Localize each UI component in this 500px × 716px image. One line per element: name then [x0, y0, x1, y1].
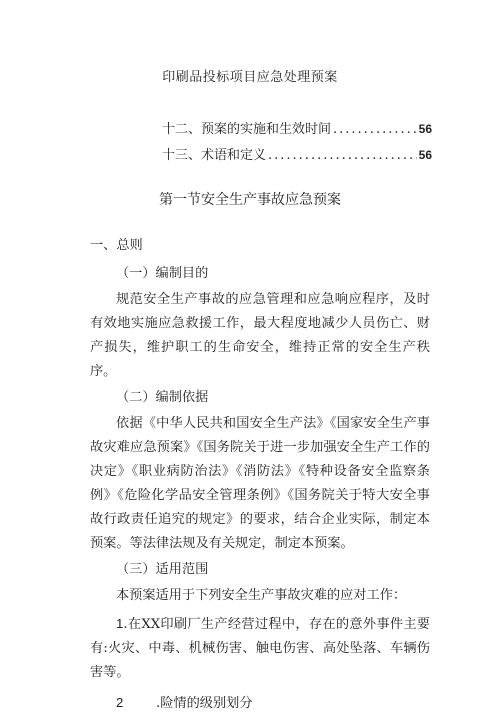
- section-title: 第一节安全生产事故应急预案: [159, 192, 341, 208]
- heading-purpose: （一）编制目的: [116, 266, 209, 281]
- list-item-number: 1: [116, 616, 124, 631]
- list-item: [90, 691, 430, 716]
- toc-entry[interactable]: [162, 118, 432, 144]
- toc-entry-label: 十三、术语和定义: [162, 148, 267, 163]
- list-item-number: 2: [116, 695, 124, 710]
- heading-scope: （三）适用范围: [116, 562, 209, 577]
- paragraph-basis: 依据《中华人民共和国安全生产法》《国家安全生产事故灾难应急预案》《国务院关于进一步加强安全生产工作的决定》《职业病防治法》《消防法》《特种设备安全监察条例》《危险化学品安全管理条例》《国务院关于特大安全事故行政责任追究的规定》的要求，结合企业实际，制定本预案。等法律法规及有关规定，制定本预案。: [90, 416, 430, 551]
- heading-basis: （二）编制依据: [116, 390, 209, 405]
- list-item-text: .在XX印刷厂生产经营过程中，存在的意外事件主要有:火灾、中毒、机械伤害、触电伤害、高处坠落、车辆伤害等。: [90, 617, 430, 680]
- heading-general: 一、总则: [90, 238, 143, 253]
- list-item-text: .险情的级别划分: [156, 696, 253, 711]
- document-header: 印刷品投标项目应急处理预案: [162, 70, 338, 85]
- list-item: [90, 612, 430, 685]
- toc-entry-page: 56: [418, 148, 432, 162]
- toc-entry-page: 56: [418, 122, 432, 136]
- paragraph-scope: 本预案适用于下列安全生产事故灾难的应对工作：: [116, 588, 407, 603]
- toc-leader-dots: [268, 148, 417, 163]
- table-of-contents: [162, 118, 432, 170]
- paragraph-purpose: 规范安全生产事故的应急管理和应急响应程序，及时有效地实施应急救援工作，最大程度地减少人员伤亡、财产损失，维护职工的生命安全，维持正常的安全生产秩序。: [90, 292, 430, 379]
- document-body: [90, 232, 430, 716]
- toc-leader-dots: [333, 122, 417, 137]
- toc-entry-label: 十二、预案的实施和生效时间: [162, 122, 332, 137]
- toc-entry[interactable]: [162, 144, 432, 170]
